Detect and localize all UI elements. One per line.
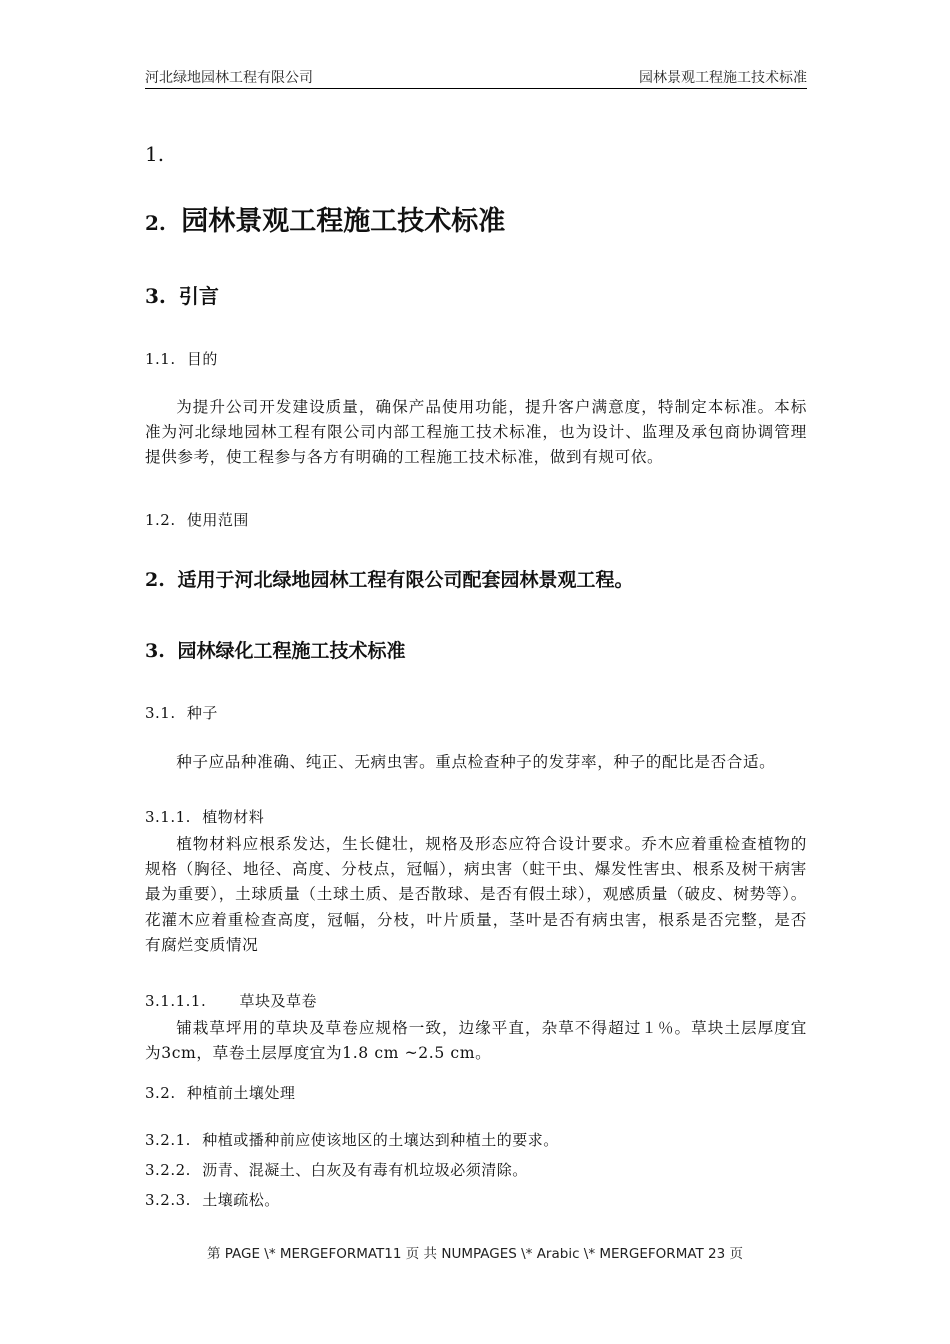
page-footer: 第 PAGE \* MERGEFORMAT11 页 共 NUMPAGES \* Arabic \* MERGEFORMAT 23 页	[206, 1246, 744, 1262]
page-header	[145, 68, 807, 89]
heading-scope	[145, 566, 807, 594]
item-number: 3.2.1.	[145, 1131, 191, 1149]
heading-number: 3.	[145, 640, 165, 662]
item-number: 3.2.3.	[145, 1191, 191, 1209]
item-remove-waste	[145, 1159, 807, 1181]
section-title: 植物材料	[202, 808, 265, 826]
section-title: 目的	[186, 350, 218, 368]
item-text: 土壤疏松。	[202, 1191, 280, 1209]
header-company-name: 河北绿地园林工程有限公司	[145, 70, 313, 86]
heading-2-text: 园林景观工程施工技术标准	[181, 206, 506, 237]
paragraph-plant-material: 植物材料应根系发达，生长健壮，规格及形态应符合设计要求。乔木应着重检查植物的规格（胸径、地径、高度、分枝点，冠幅），病虫害（蛀干虫、爆发性害虫、根系及树干病害最为重要），土球质量（土球土质、是否散球、是否有假土球），观感质量（破皮、树势等）。花灌木应着重检查高度，冠幅，分枝，叶片质量，茎叶是否有病虫害，根系是否完整，是否有腐烂变质情况	[145, 835, 807, 954]
section-seed	[145, 702, 807, 724]
section-title: 种子	[186, 704, 218, 722]
heading-3-number: 3.	[145, 284, 166, 308]
section-purpose	[145, 348, 807, 370]
item-loose-soil	[145, 1189, 807, 1211]
section-number: 3.1.1.	[145, 808, 191, 826]
section-soil-preparation	[145, 1082, 807, 1104]
paragraph-purpose: 为提升公司开发建设质量，确保产品使用功能，提升客户满意度，特制定本标准。本标准为河北绿地园林工程有限公司内部工程施工技术标准，也为设计、监理及承包商协调管理提供参考，使工程参与各方有明确的工程施工技术标准，做到有规可依。	[145, 398, 807, 467]
heading-document-title	[145, 204, 807, 241]
section-turf	[145, 990, 807, 1012]
section-scope	[145, 509, 807, 531]
section-plant-material	[145, 806, 807, 828]
section-title: 种植前土壤处理	[186, 1084, 296, 1102]
section-title: 使用范围	[186, 511, 249, 529]
header-document-title: 园林景观工程施工技术标准	[639, 70, 807, 86]
heading-2-number: 2.	[145, 211, 166, 235]
heading-greening-standard	[145, 637, 807, 665]
section-number: 3.2.	[145, 1084, 176, 1102]
paragraph-turf: 铺栽草坪用的草块及草卷应规格一致，边缘平直，杂草不得超过１％。草块土层厚度宜为3cm，草卷土层厚度宜为1.8 cm ~2.5 cm。	[145, 1019, 807, 1063]
section-number: 3.1.1.1.	[145, 992, 207, 1010]
item-soil-requirement	[145, 1129, 807, 1151]
heading-3-text: 引言	[178, 284, 219, 308]
heading-1	[145, 140, 807, 168]
section-title: 草块及草卷	[239, 992, 318, 1010]
heading-introduction	[145, 282, 807, 310]
heading-text: 园林绿化工程施工技术标准	[177, 640, 406, 662]
heading-number: 2.	[145, 569, 165, 591]
item-number: 3.2.2.	[145, 1161, 191, 1179]
item-text: 沥青、混凝土、白灰及有毒有机垃圾必须清除。	[202, 1161, 528, 1179]
item-text: 种植或播种前应使该地区的土壤达到种植土的要求。	[202, 1131, 559, 1149]
heading-1-number: 1.	[145, 142, 165, 166]
section-number: 3.1.	[145, 704, 176, 722]
paragraph-seed: 种子应品种准确、纯正、无病虫害。重点检查种子的发芽率，种子的配比是否合适。	[176, 753, 776, 771]
section-number: 1.2.	[145, 511, 176, 529]
section-number: 1.1.	[145, 350, 176, 368]
heading-text: 适用于河北绿地园林工程有限公司配套园林景观工程。	[177, 569, 634, 591]
